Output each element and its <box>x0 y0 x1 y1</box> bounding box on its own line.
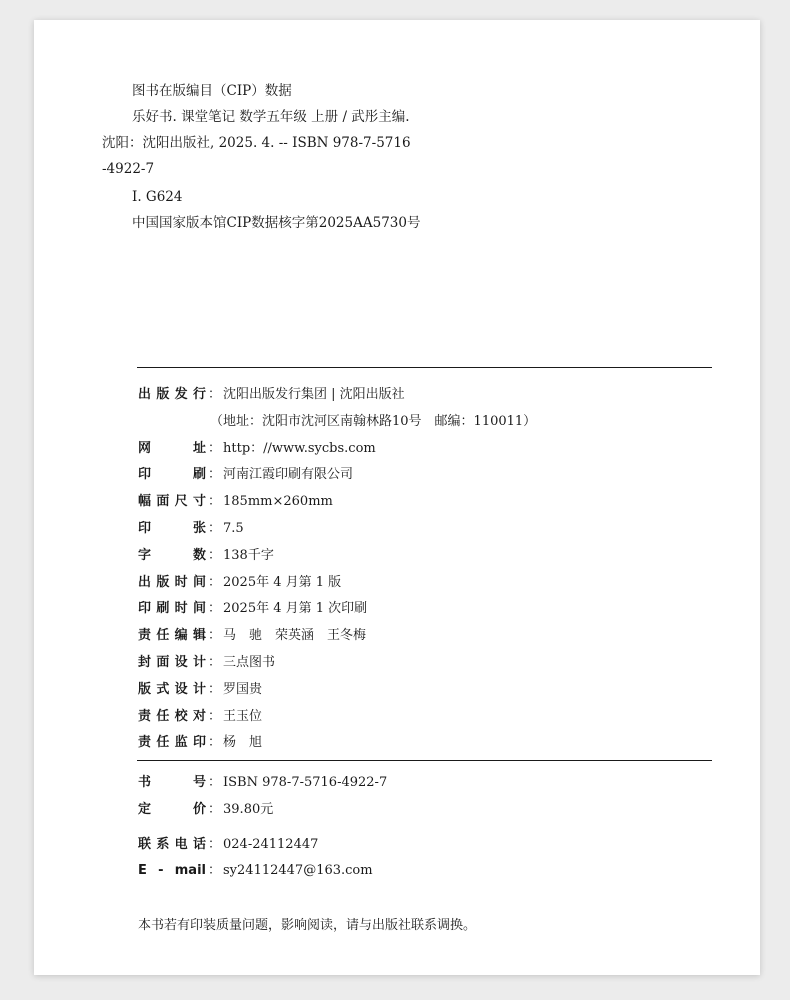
phone-label: 联 系 电 话 <box>138 836 206 852</box>
email-label: E - mail <box>138 863 206 879</box>
editors-value: 马 驰 荣英涵 王冬梅 <box>223 628 367 644</box>
printer-label: 印 刷 <box>138 467 206 483</box>
print-supervisor-row: 责 任 监 印 ： 杨 旭 <box>138 730 738 757</box>
pub-date-value: 2025年 4 月第 1 版 <box>223 574 342 590</box>
printer-row: 印 刷 ： 河南江霞印刷有限公司 <box>138 462 738 489</box>
print-date-label: 印 刷 时 间 <box>138 601 206 617</box>
email-value: sy24112447@163.com <box>223 863 373 879</box>
divider-top <box>137 367 712 368</box>
size-value: 185mm×260mm <box>223 494 333 510</box>
proofreader-value: 王玉位 <box>223 708 263 724</box>
printer-value: 河南江霞印刷有限公司 <box>223 467 354 483</box>
cip-title-line: 乐好书. 课堂笔记 数学五年级 上册 / 武彤主编. <box>132 109 410 125</box>
cip-classification: Ⅰ. G624 <box>132 189 183 205</box>
cip-block <box>102 78 652 236</box>
editors-row: 责 任 编 辑 ： 马 驰 荣英涵 王冬梅 <box>138 623 738 650</box>
print-date-row: 印 刷 时 间 ： 2025年 4 月第 1 次印刷 <box>138 596 738 623</box>
copyright-page <box>34 20 760 975</box>
address-value: （地址：沈阳市沈河区南翰林路10号 邮编：110011） <box>210 413 537 429</box>
print-supervisor-value: 杨 旭 <box>223 735 263 751</box>
sales-info <box>138 770 738 885</box>
pub-date-row: 出 版 时 间 ： 2025年 4 月第 1 版 <box>138 570 738 597</box>
pub-date-label: 出 版 时 间 <box>138 574 206 590</box>
editors-label: 责 任 编 辑 <box>138 628 206 644</box>
isbn-value: ISBN 978-7-5716-4922-7 <box>223 775 388 790</box>
proofreader-label: 责 任 校 对 <box>138 708 206 724</box>
cip-heading: 图书在版编目（CIP）数据 <box>132 83 292 99</box>
website-label: 网 址 <box>138 440 206 456</box>
price-row: 定 价 ： 39.80元 <box>138 797 738 824</box>
words-label: 字 数 <box>138 547 206 563</box>
layout-designer-row: 版 式 设 计 ： 罗国贵 <box>138 677 738 704</box>
cover-label: 封 面 设 计 <box>138 654 206 670</box>
phone-row: 联 系 电 话 ： 024-24112447 <box>138 832 738 859</box>
divider-bottom <box>137 760 712 761</box>
layout-designer-value: 罗国贵 <box>223 681 263 697</box>
website-value: http：//www.sycbs.com <box>223 440 376 456</box>
isbn-row: 书 号 ： ISBN 978-7-5716-4922-7 <box>138 770 738 797</box>
address-row <box>138 409 738 436</box>
publisher-value: 沈阳出版发行集团 | 沈阳出版社 <box>223 387 405 402</box>
layout-designer-label: 版 式 设 计 <box>138 681 206 697</box>
cover-row: 封 面 设 计 ： 三点图书 <box>138 650 738 677</box>
email-row: E - mail ： sy24112447@163.com <box>138 858 738 885</box>
proofreader-row: 责 任 校 对 ： 王玉位 <box>138 704 738 731</box>
sheets-value: 7.5 <box>223 520 244 536</box>
publisher-label: 出 版 发 行 <box>138 387 206 402</box>
size-row: 幅 面 尺 寸 ： 185mm×260mm <box>138 489 738 516</box>
sheets-label: 印 张 <box>138 520 206 536</box>
sheets-row: 印 张 ： 7.5 <box>138 516 738 543</box>
price-value: 39.80元 <box>223 801 274 817</box>
print-date-value: 2025年 4 月第 1 次印刷 <box>223 601 368 617</box>
print-supervisor-label: 责 任 监 印 <box>138 735 206 751</box>
price-label: 定 价 <box>138 801 206 817</box>
cip-isbn-continuation: -4922-7 <box>102 161 155 177</box>
cip-publisher-line: 沈阳：沈阳出版社, 2025. 4. -- ISBN 978-7-5716 <box>102 135 411 151</box>
cip-record-number: 中国国家版本馆CIP数据核字第2025AA5730号 <box>132 215 421 231</box>
words-row: 字 数 ： 138千字 <box>138 543 738 570</box>
quality-notice: 本书若有印装质量问题，影响阅读，请与出版社联系调换。 <box>138 918 477 933</box>
publisher-row: 出 版 发 行 ： 沈阳出版发行集团 | 沈阳出版社 <box>138 382 738 409</box>
phone-value: 024-24112447 <box>223 836 319 852</box>
publication-info <box>138 382 738 757</box>
words-value: 138千字 <box>223 547 274 563</box>
size-label: 幅 面 尺 寸 <box>138 494 206 510</box>
isbn-label: 书 号 <box>138 775 206 790</box>
website-row: 网 址 ： http：//www.sycbs.com <box>138 436 738 463</box>
cover-value: 三点图书 <box>223 654 276 670</box>
